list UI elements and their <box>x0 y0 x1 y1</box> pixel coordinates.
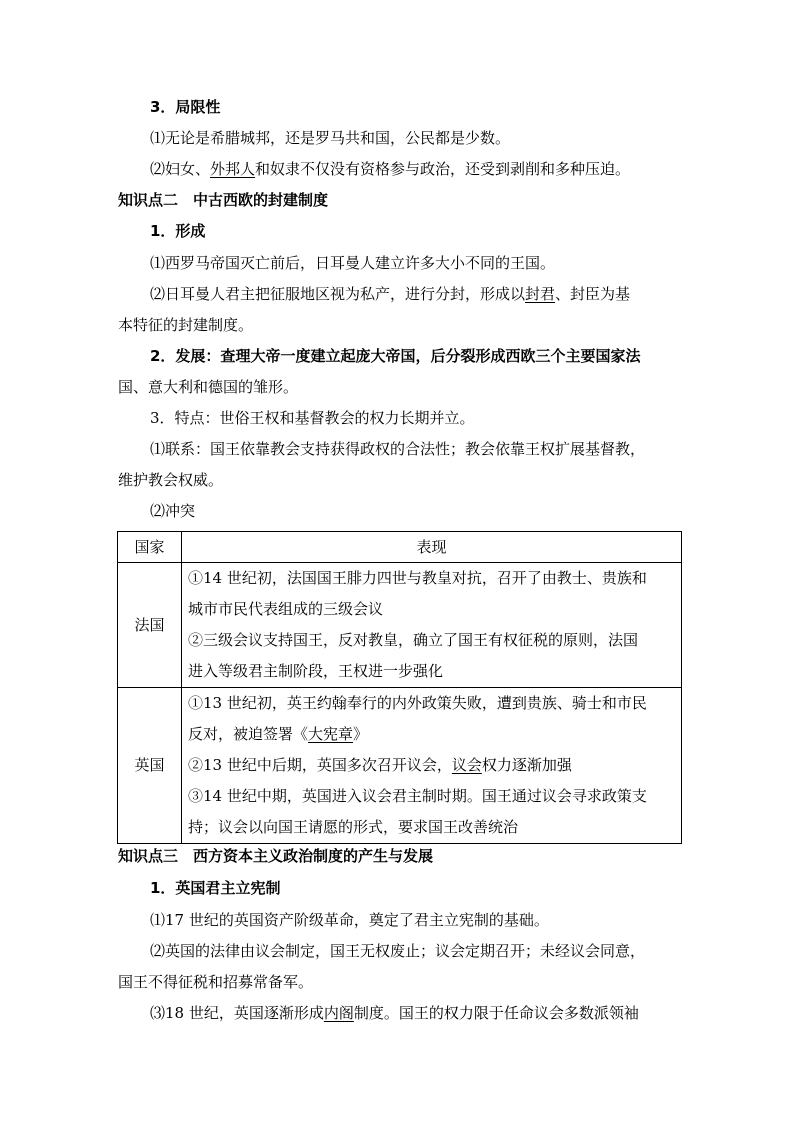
knowledge-point-3-heading: 知识点三 西方资本主义政治制度的产生与发展 <box>118 847 434 865</box>
conflict-table <box>117 531 682 844</box>
paragraph: 3．特点：世俗王权和基督教会的权力长期并立。 <box>150 409 475 427</box>
table-header-country: 国家 <box>118 532 182 563</box>
paragraph: ⑵妇女、外邦人和奴隶不仅没有资格参与政治，还受到剥削和多种压迫。 <box>150 160 631 178</box>
country-england: 英国 <box>118 688 182 844</box>
paragraph: ⑴无论是希腊城邦，还是罗马共和国，公民都是少数。 <box>150 129 511 147</box>
underlined-term: 大宪章 <box>308 725 354 743</box>
table-row <box>118 688 682 844</box>
underlined-term: 议会 <box>451 756 482 774</box>
underlined-term: 封君 <box>525 285 556 303</box>
underlined-term: 外邦人 <box>210 160 256 178</box>
country-france: 法国 <box>118 563 182 688</box>
paragraph: ⑵日耳曼人君主把征服地区视为私产，进行分封，形成以封君、封臣为基 <box>150 285 631 303</box>
france-expression: ①14 世纪初，法国国王腓力四世与教皇对抗，召开了由教士、贵族和 城市市民代表组成的三级会议 ②三级会议支持国王，反对教皇，确立了国王有权征税的原则，法国 进入等级君主制阶段，王权进一步强化 <box>182 563 682 688</box>
table-header-expression: 表现 <box>182 532 682 563</box>
section-limitations-heading: 3．局限性 <box>150 98 221 116</box>
paragraph: ⑵冲突 <box>150 502 196 520</box>
england-expression: ①13 世纪初，英王约翰奉行的内外政策失败，遭到贵族、骑士和市民 反对，被迫签署《大宪章》 ②13 世纪中后期，英国多次召开议会，议会权力逐渐加强 ③14 世纪中期，英国进入议会君主制时期。国王通过议会寻求政策支 持；议会以向国王请愿的形式，要求国王改善统治 <box>182 688 682 844</box>
subheading: 1．形成 <box>150 222 206 240</box>
paragraph: ⑴联系：国王依靠教会支持获得政权的合法性；教会依靠王权扩展基督教， <box>150 440 646 458</box>
table-row <box>118 563 682 688</box>
paragraph: ⑴17 世纪的英国资产阶级革命，奠定了君主立宪制的基础。 <box>150 911 549 929</box>
paragraph-continuation: 本特征的封建制度。 <box>118 316 254 334</box>
paragraph: ⑶18 世纪，英国逐渐形成内阁制度。国王的权力限于任命议会多数派领袖 <box>150 1004 639 1022</box>
subheading: 1．英国君主立宪制 <box>150 879 281 897</box>
paragraph-continuation: 国王不得征税和招募常备军。 <box>118 973 314 991</box>
paragraph: ⑵英国的法律由议会制定，国王无权废止；议会定期召开；未经议会同意， <box>150 942 646 960</box>
paragraph-continuation: 维护教会权威。 <box>118 471 224 489</box>
paragraph: 2．发展：查理大帝一度建立起庞大帝国，后分裂形成西欧三个主要国家法 <box>150 347 641 365</box>
knowledge-point-2-heading: 知识点二 中古西欧的封建制度 <box>118 191 329 209</box>
paragraph: ⑴西罗马帝国灭亡前后，日耳曼人建立许多大小不同的王国。 <box>150 254 556 272</box>
paragraph-continuation: 国、意大利和德国的雏形。 <box>118 378 299 396</box>
underlined-term: 内阁 <box>323 1004 354 1022</box>
table-header-row <box>118 532 682 563</box>
